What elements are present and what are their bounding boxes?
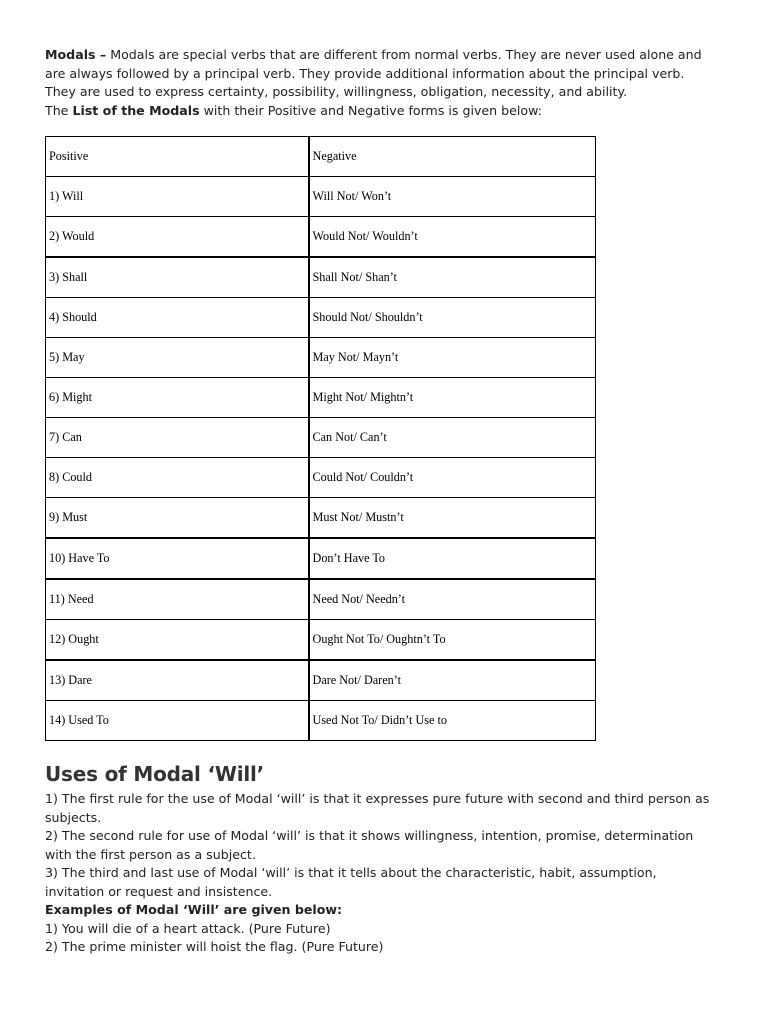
- negative-cell: May Not/ Mayn’t: [309, 338, 596, 378]
- table-row: [46, 338, 596, 378]
- positive-cell: 6) Might: [46, 378, 309, 418]
- table-row: [46, 217, 596, 258]
- negative-cell: Might Not/ Mightn’t: [309, 378, 596, 418]
- negative-cell: Could Not/ Couldn’t: [309, 458, 596, 498]
- header-positive: Positive: [46, 137, 309, 177]
- header-negative: Negative: [309, 137, 596, 177]
- modals-definition: Modals are special verbs that are different from normal verbs. They are never used alone and are always followed by a principal verb. They provide additional information about the principal verb. They are used to express certainty, possibility, willingness, obligation, necessity, and ability.: [45, 47, 702, 99]
- negative-cell: Don’t Have To: [309, 538, 596, 579]
- list-prefix: The: [45, 102, 73, 118]
- negative-cell: Ought Not To/ Oughtn’t To: [309, 620, 596, 661]
- table-header-row: [46, 137, 596, 177]
- table-row: [46, 177, 596, 217]
- positive-cell: 11) Need: [46, 579, 309, 620]
- table-row: [46, 701, 596, 741]
- table-row: [46, 418, 596, 458]
- positive-cell: 7) Can: [46, 418, 309, 458]
- modals-table: [45, 136, 596, 741]
- negative-cell: Should Not/ Shouldn’t: [309, 298, 596, 338]
- table-row: [46, 660, 596, 701]
- rule-2: 2) The second rule for use of Modal ‘will’ is that it shows willingness, intention, promise, determination with the first person as a subject.: [45, 828, 694, 862]
- negative-cell: Can Not/ Can’t: [309, 418, 596, 458]
- positive-cell: 3) Shall: [46, 257, 309, 298]
- table-row: [46, 579, 596, 620]
- negative-cell: Shall Not/ Shan’t: [309, 257, 596, 298]
- positive-cell: 13) Dare: [46, 660, 309, 701]
- positive-cell: 10) Have To: [46, 538, 309, 579]
- negative-cell: Will Not/ Won’t: [309, 177, 596, 217]
- table-row: [46, 298, 596, 338]
- negative-cell: Dare Not/ Daren’t: [309, 660, 596, 701]
- negative-cell: Used Not To/ Didn’t Use to: [309, 701, 596, 741]
- positive-cell: 2) Would: [46, 217, 309, 258]
- negative-cell: Would Not/ Wouldn’t: [309, 217, 596, 258]
- example-2: 2) The prime minister will hoist the flag. (Pure Future): [45, 939, 384, 954]
- rule-3: 3) The third and last use of Modal ‘will’ is that it tells about the characteristic, habit, assumption, invitation or request and insistence.: [45, 865, 657, 899]
- intro-paragraph: [45, 46, 715, 120]
- rule-1: 1) The first rule for the use of Modal ‘will’ is that it expresses pure future with second and third person as subjects.: [45, 791, 710, 825]
- table-row: [46, 458, 596, 498]
- list-suffix: with their Positive and Negative forms is given below:: [199, 102, 542, 118]
- section-heading: Uses of Modal ‘Will’: [45, 762, 265, 786]
- positive-cell: 8) Could: [46, 458, 309, 498]
- positive-cell: 1) Will: [46, 177, 309, 217]
- uses-section: [45, 790, 715, 957]
- positive-cell: 9) Must: [46, 498, 309, 539]
- example-1: 1) You will die of a heart attack. (Pure Future): [45, 920, 331, 936]
- positive-cell: 5) May: [46, 338, 309, 378]
- modals-label: Modals –: [45, 47, 107, 62]
- positive-cell: 12) Ought: [46, 620, 309, 661]
- examples-title: Examples of Modal ‘Will’ are given below:: [45, 902, 343, 917]
- document-page: [45, 46, 715, 957]
- negative-cell: Must Not/ Mustn’t: [309, 498, 596, 539]
- positive-cell: 14) Used To: [46, 701, 309, 741]
- table-row: [46, 378, 596, 418]
- table-row: [46, 620, 596, 661]
- list-of-modals-label: List of the Modals: [72, 102, 200, 118]
- positive-cell: 4) Should: [46, 298, 309, 338]
- table-row: [46, 538, 596, 579]
- table-row: [46, 257, 596, 298]
- negative-cell: Need Not/ Needn’t: [309, 579, 596, 620]
- table-row: [46, 498, 596, 539]
